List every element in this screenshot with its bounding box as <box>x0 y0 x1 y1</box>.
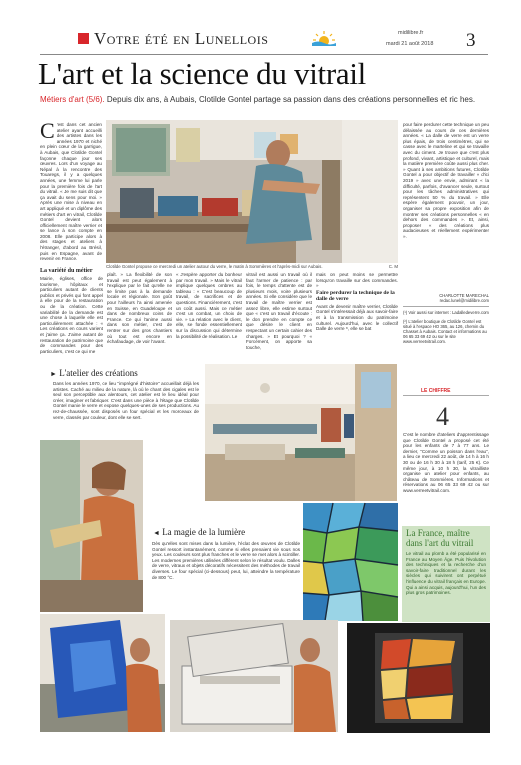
col5-text: mais on peut moins se permettre lorsqu'on travaille sur des commandes. » <box>316 272 398 289</box>
section-title: Votre été en Lunellois <box>94 29 269 48</box>
byline: CHARLOTTE MARECHAL <box>439 293 489 298</box>
light-text: Dès qu'elles sont mises dans la lumière, l'éclat des œuvres de Clotilde Gontel ressort instantanément, comme si elles prenaient vie sous nos yeux. Les couleurs sont plus franches et le verre se met alors à scintiller. Les modernes premières utilisées différent selon le résultat voulu. Dalles de verre, vitraux et objets décoratifs nécessitent des méthodes de travail diverses. Le four spécial (ci-dessous) peut, lui, atteindre la température de 800 °C. <box>152 541 300 580</box>
site-name: midilibre.fr <box>398 30 424 36</box>
page-number: 3 <box>466 30 476 51</box>
creations-title <box>50 368 138 378</box>
creations-text: Dans les années 1970, ce lieu "imprégné d'histoire" accueillait déjà les artistes. Caché au milieu de la nature, là où le chant des cigales est le seul son perceptible aux alentours, cet atelier est le lieu idéal pour créer, imaginer et fabriquer. C'est dans une pièce à l'étage que Clotilde Gontel manie le verre et expose quelques-unes de ses productions. Au rez-de-chaussée, sont disposés un four spécial et les morceaux de verre, classés par couleur, dont elle se sert. <box>53 381 199 420</box>
byline-email: redac.lunel@midilibre.com <box>439 298 489 303</box>
dalle-de-verre-photo <box>347 623 490 733</box>
sun-logo-icon <box>311 30 337 51</box>
triangle-left-icon: ◄ <box>153 529 160 537</box>
light-title-text: La magie de la lumière <box>162 527 246 537</box>
light-title <box>153 527 245 537</box>
kicker: Métiers d'art (5/6). <box>40 95 105 104</box>
intro-text: 'est dans cet ancien atelier ayant accueilli des artistes dans les années 1970 et niché en plein cœur de la garrigue, à Aubais, que Clotilde Gontel façonne chaque jour ses œuvres. Lors d'un voyage au Népal à la rencontre des Touaregs, il y a quelques années, une femme lui parle pour la première fois de l'art du vitrail. « Je me suis dit que ça avait du sens pour moi. » Après une mise à niveau en art appliqué et un diplôme des métiers d'art en vitrail, Clotilde Gontel devient alors officiellement maître verrier et se lance à son compte en 2008. Elle participe alors à des stages et ateliers à l'étranger, d'abord au Brésil, puis en Espagne, avant de revenir en France. <box>40 122 102 262</box>
intro-column <box>40 118 102 264</box>
body-col-2: plaît. » La flexibilité de son travail est peut également à l'explique par le fait qu'elle ne se limite pas à la demande locale et régionale. Son goût pour l'ailleurs l'a ainsi amenée en Suisse, en Guadeloupe et dans de nombreux coins de France. Ce qui l'anime aussi dans son métier, c'est de rentrer sur des gros chantiers où tout est encore en échafaudage, de voir l'avant. <box>107 272 172 345</box>
standfirst-text: Depuis dix ans, à Aubais, Clotilde Gontel partage sa passion dans des créations personnelles et ric hes. <box>106 95 476 104</box>
header-rule <box>40 54 488 55</box>
chiffre-label: LE CHIFFRE <box>421 388 451 394</box>
chiffre-number: 4 <box>436 402 449 431</box>
france-box-text: Le vitrail au plomb a été popularisé en France au Moyen Âge. Puis l'évolution des techniques et la recherche d'un savoir-faire traditionnel durant les siècles qui suivirent ont perpétué l'influence du vitrail français en Europe. Qui a ainsi acquis, aujourd'hui, l'un des plus gros patrimoines. <box>406 551 486 596</box>
main-photo <box>106 120 398 263</box>
right-column <box>403 122 489 380</box>
section-header <box>70 28 450 52</box>
creations-title-text: L'atelier des créations <box>59 368 138 378</box>
headline: L'art et la science du vitrail <box>38 56 366 91</box>
photo-caption <box>106 264 398 269</box>
chiffre-rule <box>403 395 489 396</box>
caption-text: Clotilde Gontel propose ce mercredi un atelier autour du verre, le matin à Sommières et l'après-midi sur Aubais. <box>106 264 323 269</box>
standfirst <box>40 95 490 105</box>
atelier-photo <box>205 364 397 501</box>
note: (¹) Voir aussi sur internet : Ladalledeverre.com <box>403 310 489 315</box>
stained-glass-closeup <box>303 503 398 621</box>
caption-credit: C. M <box>388 264 398 269</box>
body-col-4: vitrail est aussi un travail où il faut l'armer de patience : par fois, le temps d'attente est de plusieurs mois, voire plusieurs années. Si elle considère que le travail de maître verrier est assez libre, elle estime surtout que « c'est un travail d'écoute : le don prendre en compte ce que désire le client en respectant un certain cahier des charges. » Et pourquoi ? « Forcément, on apporte sa touche, <box>246 272 312 350</box>
triangle-right-icon: ► <box>50 370 57 378</box>
subhead-heritage: Faire perdurer la technique de la dalle de verre <box>316 290 395 303</box>
variety-text: Mairie, églises, office de tourisme, hôpitaux et particuliers autant de clients publics et privés qui font appel à elle pour de la restauration ou de la création. Cette variabilité de la demande est une chose à laquelle elle est particulièrement attachée : « Les créations en cours varient et j'aime ça. J'aime autant de restauration de patrimoine que de commandes pour des particuliers, c'est ce qui me <box>40 276 103 354</box>
cutting-glass-photo <box>40 440 143 612</box>
france-box-title: La France, maître dans l'art du vitrail <box>406 528 474 548</box>
chiffre-text: C'est le nombre d'ateliers d'apprentissage que Clotilde Gontel a proposé cet été pour les enfants de 7 à 77 ans. Le dernier, "Comme un poisson dans l'eau", a lieu ce mercredi 22 août, de 14 h à 16 h 30 ou de 16 h 30 à 18 h (tarif, 25 €). Ce même jour, à 10 h 30, la vitrailliste organise un atelier pour enfants, au château de Sommières. Informations et réservations au 06 65 33 69 42 ou sur www.verreetvitrail.com. <box>403 432 489 493</box>
heritage-text: Avant de devenir maître verrier, Clotilde Gontel s'intéressait déjà aux savoir-faire et à la transmission du patrimoine culturel. Aujourd'hui, avec le collectif Dalle de verre ⁸, elle se bat <box>316 303 398 332</box>
subhead-variety: La variété du métier <box>40 268 93 274</box>
issue-date: mardi 21 août 2018 <box>386 41 434 47</box>
dropcap: C <box>40 118 55 143</box>
kiln-photo <box>170 620 338 732</box>
section-marker <box>78 33 89 44</box>
body-col-5 <box>316 272 398 360</box>
body-col-3: « J'espère apporter du bonheur par mon travail. » Mais le vitrail implique quelques ombres au tableau : « C'est beaucoup de travail, de sacrifices et de questions. Financièrement, c'est un coût aussi. Mais ce métier c'est un combat, un choix de vie. » La relation avec le client, elle, se fonde essentiellement sur la discussion qui détermine la possibilité de réalisation. Le <box>176 272 242 339</box>
blue-glass-photo <box>40 614 165 732</box>
contact-info: (²) L'atelier boutique de Clotilde Gontel est situé à l'espace HO 365, au 126, chemin du Chasset à Aubais. Contact et informations au 06 65 33 69 42 ou sur le site www.verreetvitrail.com. <box>403 319 487 344</box>
france-box <box>402 526 490 622</box>
right-col-text: pour faire perdurer cette technique un peu délaissée au cours de ces dernières années. « La dalle de verre est un verre plus épais, de trois centimètres, qui se casse avec le marteline et qui se travaille avec du ciment. Je trouve que c'est plus profond, vivant, artistique et culturel, mais la matière première coûte aussi plus cher. » Quant à ses ambitions futures, Clotilde Gontel a pour objectif de travailler « d'ici 2019 » avec une envie, admirant « la difficulté, parfois, d'avancer seule, surtout pour les tâches administratives qui représentent 50 % du travail. » Elle espère également pouvoir, un jour, organiser sa propre exposition afin de montrer ses créations personnelles « en dehors des commandes ». Et, ainsi, proposer « des créations plus audacieuses et réellement expérimenter ». <box>403 122 489 239</box>
